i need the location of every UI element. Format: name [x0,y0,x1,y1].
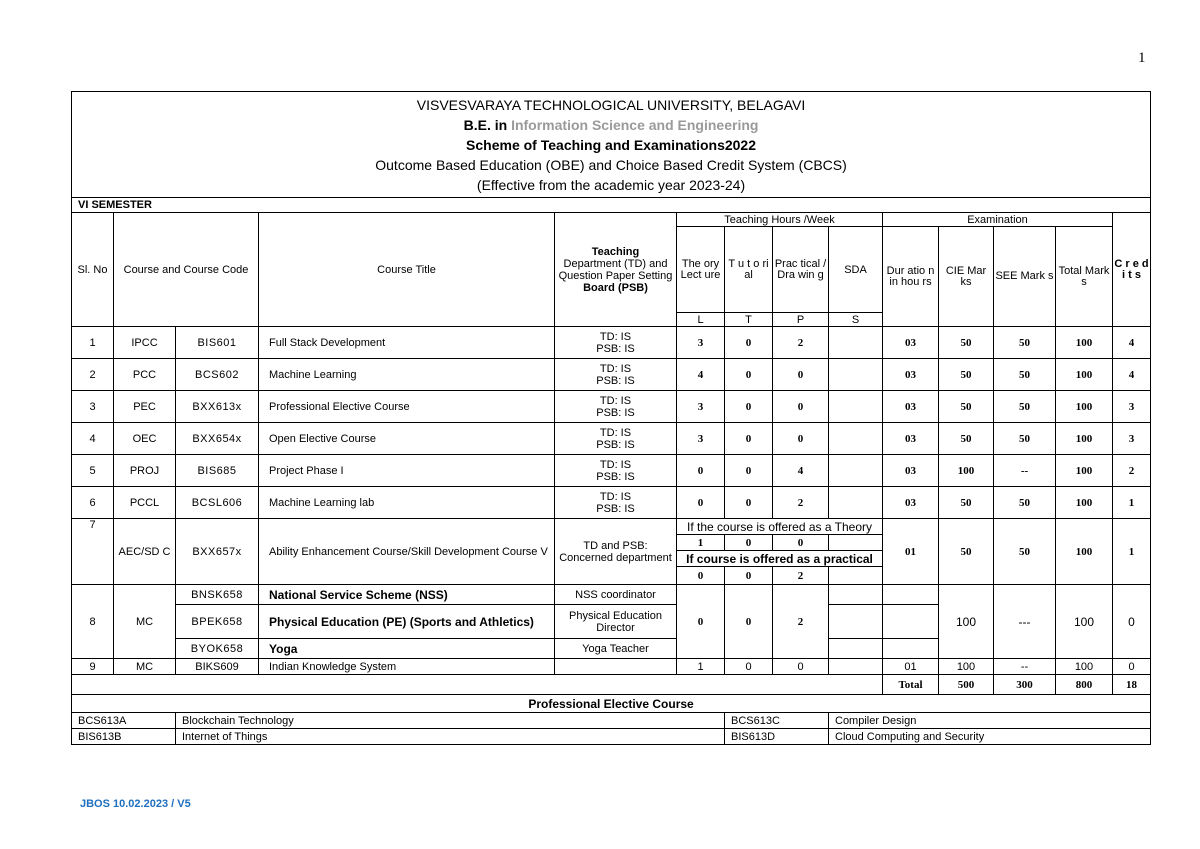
col-total: Total Mark s [1056,227,1113,327]
system-line: Outcome Based Education (OBE) and Choice Based Credit System (CBCS) [375,156,847,173]
table-row: 3 PEC BXX613x Professional Elective Course TD: IS PSB: IS 3 0 0 03 50 50 100 3 [72,391,1151,423]
table-row: 6 PCCL BCSL606 Machine Learning lab TD: IS PSB: IS 0 0 2 03 50 50 100 1 [72,487,1151,519]
col-duration: Dur atio n in hou rs [883,227,939,327]
col-theory: The ory Lect ure [677,227,725,313]
col-teaching-hours: Teaching Hours /Week [677,213,883,227]
table-row: 8 MC BNSK658 National Service Scheme (NSS) NSS coordinator 0 0 2 100 --- 100 0 [72,585,1151,605]
col-p: P [773,313,829,327]
table-row: 9 MC BIKS609 Indian Knowledge System 1 0 0 01 100 -- 100 0 [72,659,1151,675]
program-name: Information Science and Engineering [511,116,759,133]
col-course: Course and Course Code [114,213,259,327]
effective-line: (Effective from the academic year 2023-24) [476,176,746,193]
table-row: 1 IPCC BIS601 Full Stack Development TD: IS PSB: IS 3 0 2 03 50 50 100 4 [72,327,1151,359]
col-sda: SDA [829,227,883,313]
semester-label: VI SEMESTER [72,198,1151,213]
elective-heading: Professional Elective Course [72,695,1151,713]
program-line: B.E. in Information Science and Engineering [463,116,759,133]
col-dept: Teaching Department (TD) and Question Paper Setting Board (PSB) [555,213,677,327]
col-sl-no: Sl. No [72,213,114,327]
col-tutorial: T u t o ri al [725,227,773,313]
table-row: 7 AEC/SD C BXX657x Ability Enhancement Course/Skill Development Course V TD and PSB: Concerned department If the course is offered as a Theory 01 50 50 100 1 [72,519,1151,535]
elective-row: BIS613B Internet of Things BIS613D Cloud Computing and Security [72,729,1151,745]
university-name: VISVESVARAYA TECHNOLOGICAL UNIVERSITY, BELAGAVI [416,96,806,113]
col-examination: Examination [883,213,1113,227]
practical-note: If course is offered as a practical [677,551,883,567]
footer-version: JBOS 10.02.2023 / V5 [80,798,191,810]
theory-note: If the course is offered as a Theory [677,519,883,535]
col-see: SEE Mark s [994,227,1056,327]
col-cie: CIE Mar ks [939,227,994,327]
col-title: Course Title [259,213,555,327]
table-row: 2 PCC BCS602 Machine Learning TD: IS PSB: IS 4 0 0 03 50 50 100 4 [72,359,1151,391]
table-row: 4 OEC BXX654x Open Elective Course TD: IS PSB: IS 3 0 0 03 50 50 100 3 [72,423,1151,455]
scheme-table: VISVESVARAYA TECHNOLOGICAL UNIVERSITY, BELAGAVI B.E. in Information Science and Engineering Scheme of Teaching and Examinations2022 Outcome Based Education (OBE) and Choice Based Credit System (CBCS) (Effective from the academic year 2023-24) VI SEMESTER Sl. No Course and Course Code Course Title Teaching Department (TD) and Question Paper Setting Board (PSB) Teaching Hours /Week Examination C r e d i t s The ory Lect ure T u t o ri al Prac tical / Dra win g SDA Dur atio n in hou rs CIE Mar ks SEE Mark s Total Mark s L T P S 1 IPCC BIS601 Full Stack Development TD: IS PSB: IS 3 0 2 03 50 50 100 4 2 PCC BCS602 Machine Learning TD: IS PSB: IS 4 0 0 03 50 50 100 4 3 PEC BXX613x Professional Elective Course TD: IS PSB: IS 3 0 0 03 50 50 100 3 4 OEC BXX654x Open Elective Course TD: IS PSB: IS 3 0 0 03 50 50 100 3 5 PROJ BIS685 Project Phase I TD: IS PSB: IS 0 0 4 03 100 -- 100 2 6 PCCL BCSL606 Machine Learning lab TD: IS PSB: IS 0 0 2 03 50 50 100 1 7 AEC/SD C BXX657x Ability Enhancement Course/Skill Development Course V TD and PSB: Concerned department If the course is offered as a Theory 01 50 50 100 1 1 0 0 If course is offered as a practical 0 0 2 8 MC BNSK658 National Service Scheme (NSS) NSS coordinator 0 0 2 100 --- 100 0 BPEK658 Physical Education (PE) (Sports and Athletics) Physical Education Director BYOK658 Yoga Yoga Teacher 9 MC BIKS609 Indian Knowledge System 1 0 0 01 100 -- 100 0 Total 500 300 800 18 Professional Elective Course BCS613A Blockchain Technology BCS613C Compiler Design BIS613B Internet of Things BIS613D Cloud Computing and Security [71,91,1151,745]
col-t: T [725,313,773,327]
table-header [72,92,1151,198]
col-credits: C r e d i t s [1113,213,1151,327]
table-row: 5 PROJ BIS685 Project Phase I TD: IS PSB: IS 0 0 4 03 100 -- 100 2 [72,455,1151,487]
col-practical: Prac tical / Dra win g [773,227,829,313]
totals-row: Total 500 300 800 18 [72,675,1151,695]
col-s: S [829,313,883,327]
elective-row: BCS613A Blockchain Technology BCS613C Compiler Design [72,713,1151,729]
scheme-title: Scheme of Teaching and Examinations2022 [466,136,756,153]
page-number: 1 [1138,50,1146,66]
col-l: L [677,313,725,327]
